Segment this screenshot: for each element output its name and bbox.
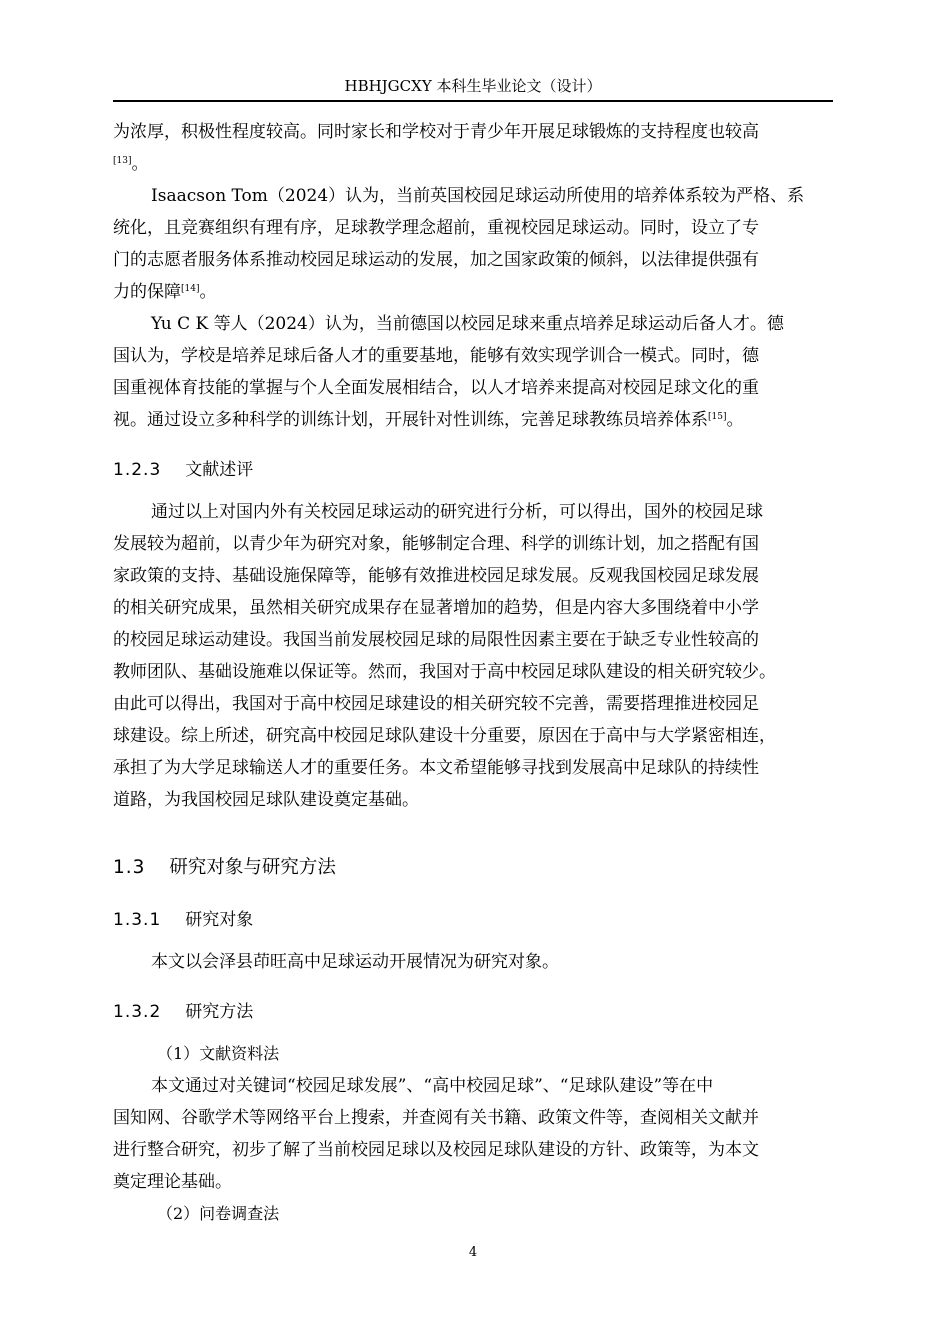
text-line: 进行整合研究，初步了解了当前校园足球以及校园足球队建设的方针、政策等，为本文 [113,1140,759,1160]
text-line: （1）文献资料法 [157,1044,280,1063]
text-line: （2）问卷调查法 [157,1204,280,1223]
header-divider [113,100,833,102]
text-line: 本文以会泽县茚旺高中足球运动开展情况为研究对象。 [151,952,559,972]
text-line: 发展较为超前，以青少年为研究对象，能够制定合理、科学的训练计划，加之搭配有国 [113,534,759,554]
text-line: 教师团队、基础设施难以保证等。然而，我国对于高中校园足球队建设的相关研究较少。 [113,662,776,682]
text-line: 国认为，学校是培养足球后备人才的重要基地，能够有效实现学训合一模式。同时，德 [113,346,759,366]
text-line: Isaacson Tom（2024）认为，当前英国校园足球运动所使用的培养体系较为严格、系 [151,186,805,206]
text-tail: 。 [199,282,217,302]
section-heading-1-3-1 [113,906,253,934]
text-line: 通过以上对国内外有关校园足球运动的研究进行分析，可以得出，国外的校园足球 [151,502,763,522]
citation-ref: [14] [181,284,200,294]
paragraph-research-object [113,946,858,978]
section-number: 1.3.1 [113,910,162,930]
text-line: Yu C K 等人（2024）认为，当前德国以校园足球来重点培养足球运动后备人才。德 [151,314,784,334]
text-line: 承担了为大学足球输送人才的重要任务。本文希望能够寻找到发展高中足球队的持续性 [113,758,759,778]
paragraph-review [113,496,858,816]
page-number: 4 [468,1245,478,1260]
text-segment: 力的保障 [113,282,181,302]
section-title: 研究方法 [185,1002,254,1022]
text-line: 门的志愿者服务体系推动校园足球运动的发展，加之国家政策的倾斜，以法律提供强有 [113,250,759,270]
text-tail: 。 [131,154,149,174]
paragraph-yu [113,308,858,436]
text-line [113,404,858,436]
section-heading-1-2-3 [113,456,253,484]
method-label-questionnaire [113,1198,858,1230]
section-number: 1.3 [113,857,146,878]
text-line: 的校园足球运动建设。我国当前发展校园足球的局限性因素主要在于缺乏专业性较高的 [113,630,759,650]
section-title: 文献述评 [185,460,254,480]
page-header: HBHJGCXY 本科生毕业论文（设计） [344,77,602,95]
text-tail: 。 [726,410,744,430]
paragraph-continuation [113,116,858,180]
text-line: 由此可以得出，我国对于高中校园足球建设的相关研究较不完善，需要搭理推进校园足 [113,694,759,714]
section-title: 研究对象 [185,910,254,930]
section-title: 研究对象与研究方法 [169,857,336,878]
text-line: 为浓厚，积极性程度较高。同时家长和学校对于青少年开展足球锻炼的支持程度也较高 [113,122,759,142]
method-label-literature [113,1038,858,1070]
text-line [113,276,858,308]
paragraph-isaacson [113,180,858,308]
text-line: 国重视体育技能的掌握与个人全面发展相结合，以人才培养来提高对校园足球文化的重 [113,378,759,398]
text-line: 奠定理论基础。 [113,1172,232,1192]
text-segment: 视。通过设立多种科学的训练计划，开展针对性训练，完善足球教练员培养体系 [113,410,708,430]
text-line: 统化，且竞赛组织有理有序，足球教学理念超前，重视校园足球运动。同时，设立了专 [113,218,759,238]
paragraph-literature-method [113,1070,858,1198]
citation-ref: [15] [708,412,727,422]
section-heading-1-3 [113,853,336,883]
text-line [113,148,858,180]
section-number: 1.3.2 [113,1002,162,1022]
section-heading-1-3-2 [113,998,253,1026]
text-line: 道路，为我国校园足球队建设奠定基础。 [113,790,419,810]
citation-ref: [13] [113,156,132,166]
text-line: 家政策的支持、基础设施保障等，能够有效推进校园足球发展。反观我国校园足球发展 [113,566,759,586]
text-line: 国知网、谷歌学术等网络平台上搜索，并查阅有关书籍、政策文件等，查阅相关文献并 [113,1108,759,1128]
section-number: 1.2.3 [113,460,162,480]
text-line: 本文通过对关键词“校园足球发展”、“高中校园足球”、“足球队建设”等在中 [151,1076,714,1096]
text-line: 球建设。综上所述，研究高中校园足球队建设十分重要，原因在于高中与大学紧密相连， [113,726,776,746]
text-line: 的相关研究成果，虽然相关研究成果存在显著增加的趋势，但是内容大多围绕着中小学 [113,598,759,618]
